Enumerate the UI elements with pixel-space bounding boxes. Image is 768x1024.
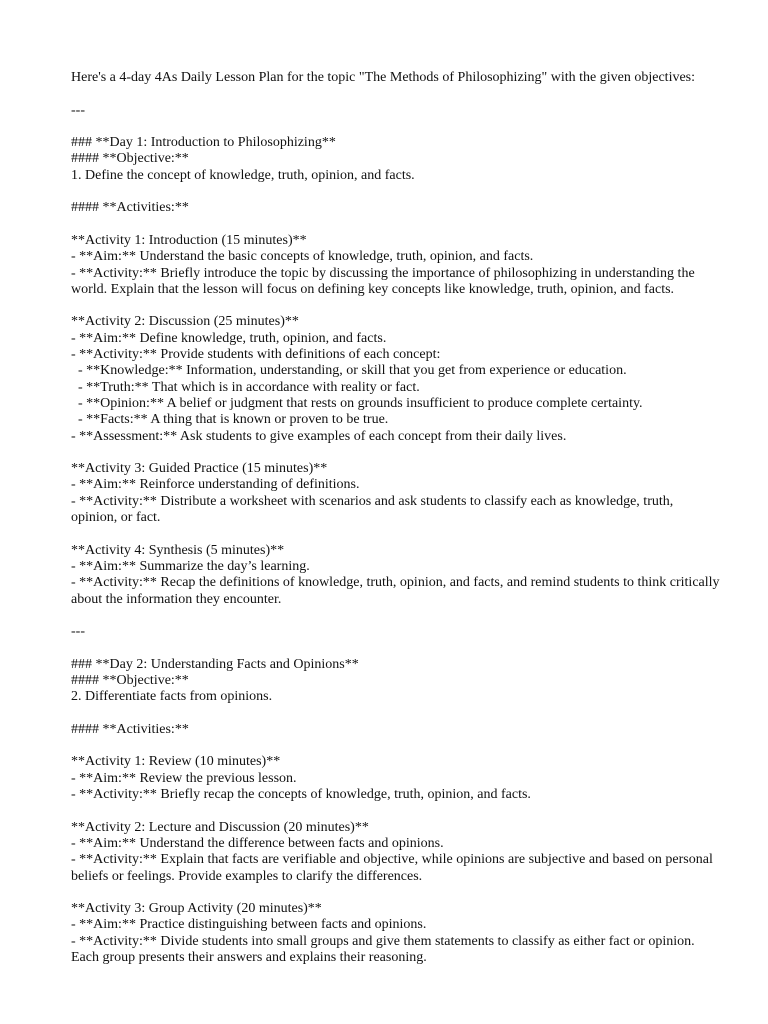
document-line: - **Activity:** Briefly recap the concepts of knowledge, truth, opinion, and facts.	[71, 787, 531, 803]
document-line: - **Aim:** Review the previous lesson.	[71, 770, 297, 786]
document-line: - **Facts:** A thing that is known or proven to be true.	[71, 412, 389, 428]
document-line: 2. Differentiate facts from opinions.	[71, 689, 273, 705]
document-line: ### **Day 2: Understanding Facts and Opinions**	[71, 656, 359, 672]
document-line: 1. Define the concept of knowledge, truth, opinion, and facts.	[71, 167, 415, 183]
document-line	[71, 445, 721, 461]
document-line: - **Assessment:** Ask students to give examples of each concept from their daily lives.	[71, 428, 567, 444]
document-line	[71, 885, 721, 901]
document-line: - **Knowledge:** Information, understanding, or skill that you get from experience or education.	[71, 363, 627, 379]
document-line: **Activity 4: Synthesis (5 minutes)**	[71, 542, 285, 558]
document-line	[71, 526, 721, 542]
document-line: - **Activity:** Distribute a worksheet with scenarios and ask students to classify each as knowledge, truth, opinion, or fact.	[71, 493, 677, 526]
document-line: **Activity 1: Introduction (15 minutes)**	[71, 232, 307, 248]
document-line: - **Opinion:** A belief or judgment that rests on grounds insufficient to produce complete certainty.	[71, 395, 643, 411]
document-line: **Activity 2: Lecture and Discussion (20 minutes)**	[71, 819, 369, 835]
document-line: - **Aim:** Summarize the day’s learning.	[71, 558, 310, 574]
document-line: - **Activity:** Briefly introduce the topic by discussing the importance of philosophizing in understanding the world. Explain that the lesson will focus on defining key concepts like knowledge, truth, opinion, and facts.	[71, 265, 699, 297]
document-line: ---	[71, 102, 85, 118]
document-line	[71, 706, 721, 722]
document-line	[71, 608, 721, 624]
document-line: - **Aim:** Define knowledge, truth, opinion, and facts.	[71, 330, 387, 346]
document-line	[71, 640, 721, 656]
document-line	[71, 119, 721, 135]
document-line	[71, 217, 721, 233]
document-line: **Activity 3: Group Activity (20 minutes)**	[71, 901, 322, 917]
document-line	[71, 738, 721, 754]
document-line: **Activity 1: Review (10 minutes)**	[71, 754, 281, 770]
document-line: #### **Activities:**	[71, 721, 189, 737]
document-line: - **Aim:** Understand the basic concepts of knowledge, truth, opinion, and facts.	[71, 249, 534, 265]
document-line: - **Activity:** Divide students into small groups and give them statements to classify as either fact or opinion. Each group presents their answers and explains their reasoning.	[71, 933, 699, 966]
document-line: ### **Day 1: Introduction to Philosophizing**	[71, 135, 336, 151]
document-line: - **Activity:** Provide students with definitions of each concept:	[71, 347, 441, 363]
document-line: #### **Objective:**	[71, 672, 189, 688]
document-line: Here's a 4-day 4As Daily Lesson Plan for the topic "The Methods of Philosophizing" with the given objectives:	[71, 70, 696, 85]
document-line	[71, 184, 721, 200]
document-line	[71, 298, 721, 314]
document-line: ---	[71, 624, 85, 640]
document-line: - **Truth:** That which is in accordance with reality or fact.	[71, 379, 420, 395]
document-line: - **Aim:** Understand the difference between facts and opinions.	[71, 835, 444, 851]
document-line	[71, 86, 721, 102]
document-line: - **Activity:** Explain that facts are verifiable and objective, while opinions are subjective and based on personal beliefs or feelings. Provide examples to clarify the differences.	[71, 852, 717, 884]
document-line: - **Activity:** Recap the definitions of knowledge, truth, opinion, and facts, and remind students to think critically about the information they encounter.	[71, 575, 724, 607]
document-line: #### **Objective:**	[71, 151, 189, 167]
document-line: #### **Activities:**	[71, 200, 189, 216]
document-line	[71, 803, 721, 819]
document-line: - **Aim:** Practice distinguishing between facts and opinions.	[71, 917, 427, 933]
document-line: **Activity 2: Discussion (25 minutes)**	[71, 314, 299, 330]
document-line: - **Aim:** Reinforce understanding of definitions.	[71, 477, 360, 493]
document-line: **Activity 3: Guided Practice (15 minutes)**	[71, 461, 328, 477]
document-body	[71, 70, 724, 966]
